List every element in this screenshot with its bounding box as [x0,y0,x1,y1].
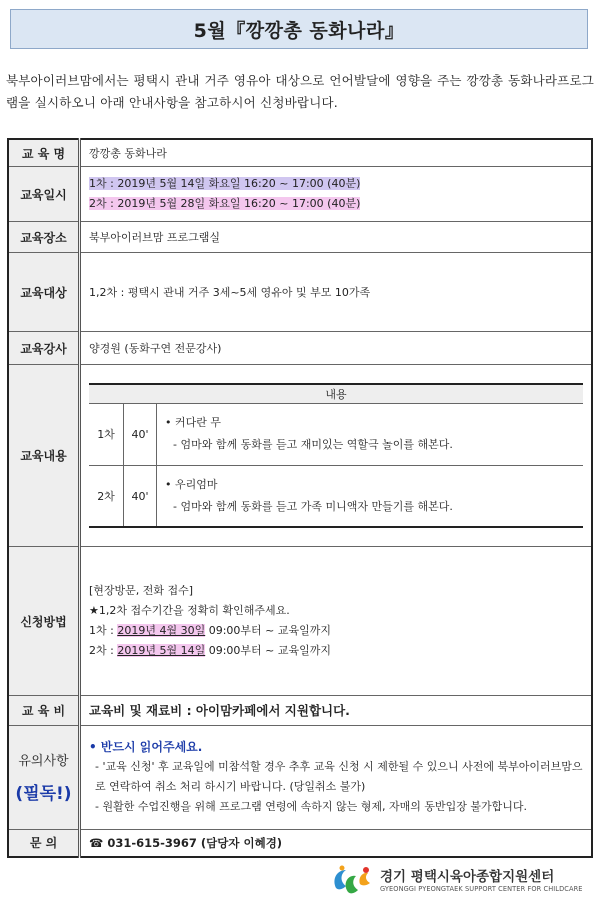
apply-method: [현장방문, 전화 접수] [89,584,194,597]
contact-value: ☎ 031-615-3967 (담당자 이혜경) [80,829,593,857]
footer-logo [330,862,592,900]
session-2-duration: 40' [124,465,157,527]
label-program-name: 교 육 명 [8,139,80,167]
apply-period-2-date: 2019년 5월 14일 [117,644,206,657]
session-1-duration: 40' [124,403,157,465]
row-place [8,222,592,253]
row-content [8,365,592,547]
row-fee [8,696,592,726]
instructor-value: 양경원 (동화구연 전문강사) [80,332,593,365]
notice-value [80,725,593,829]
center-name: 경기 평택시육아종합지원센터 [380,869,555,885]
notice-label: 유의사항 [18,754,69,770]
content-header: 내용 [89,384,583,404]
program-name-value: 깡깡총 동화나라 [80,139,593,167]
apply-period-1-date: 2019년 4월 30일 [117,624,206,637]
apply-period-2: 2차 : 2019년 5월 14일 09:00부터 ~ 교육일까지 [89,644,331,657]
session-1-book: • 커다란 무 [165,416,221,430]
schedule-value [80,167,593,222]
apply-value [80,546,593,695]
notice-item-2: - 원활한 수업진행을 위해 프로그램 연령에 속하지 않는 형제, 자매의 동반입장 불가합니다. [95,800,527,814]
label-place: 교육장소 [8,222,80,253]
row-notice [8,725,592,829]
row-apply [8,546,592,695]
notice-headline: • 반드시 읽어주세요. [89,740,203,755]
content-table [89,383,583,529]
row-target [8,252,592,332]
row-schedule [8,167,592,222]
row-instructor [8,332,592,365]
label-instructor: 교육강사 [8,332,80,365]
label-target: 교육대상 [8,252,80,332]
page-title: 5월『깡깡총 동화나라』 [10,9,588,49]
label-schedule: 교육일시 [8,167,80,222]
label-notice [8,725,80,829]
center-name-english: GYEONGGI PYEONGTAEK SUPPORT CENTER FOR CHILDCARE [380,885,583,893]
intro-text: 북부아이러브맘에서는 평택시 관내 거주 영유아 대상으로 언어발달에 영향을 주는 깡깡총 동화나라프로그램을 실시하오니 아래 안내사항을 참고하시어 신청바랍니다. [6,73,594,110]
target-value: 1,2차 : 평택시 관내 거주 3세~5세 영유아 및 부모 10가족 [80,252,593,332]
content-cell [80,365,593,547]
label-fee: 교 육 비 [8,696,80,726]
schedule-line-2: 2차 : 2019년 5월 28일 화요일 16:20 ~ 17:00 (40분) [89,197,361,211]
place-value: 북부아이러브맘 프로그램실 [80,222,593,253]
session-1-activity: - 엄마와 함께 동화를 듣고 재미있는 역할극 놀이를 해본다. [173,438,453,452]
label-content: 교육내용 [8,365,80,547]
notice-item-1: - '교육 신청' 후 교육일에 미참석할 경우 추후 교육 신청 시 제한될 수 있으니 사전에 북부아이러브맘으로 연락하여 취소 처리 하시기 바랍니다. (당일취소 불가) [95,760,583,794]
center-logo-icon [330,864,376,898]
session-2-book: • 우리엄마 [165,478,218,492]
fee-value: 교육비 및 재료비 : 아이맘카페에서 지원합니다. [80,696,593,726]
apply-period-1: 1차 : 2019년 4월 30일 09:00부터 ~ 교육일까지 [89,624,331,637]
apply-check: ★1,2차 접수기간을 정확히 확인해주세요. [89,604,290,617]
schedule-line-1: 1차 : 2019년 5월 14일 화요일 16:20 ~ 17:00 (40분) [89,177,361,191]
must-read-label: (필독!) [15,784,72,805]
content-row-2 [89,465,583,527]
row-contact [8,829,592,857]
content-row-1 [89,403,583,465]
session-2-label: 2차 [89,465,124,527]
row-program-name [8,139,592,167]
label-apply: 신청방법 [8,546,80,695]
session-1-label: 1차 [89,403,124,465]
info-table [7,138,593,858]
session-2-activity: - 엄마와 함께 동화를 듣고 가족 미니액자 만들기를 해본다. [173,500,453,514]
label-contact: 문 의 [8,829,80,857]
